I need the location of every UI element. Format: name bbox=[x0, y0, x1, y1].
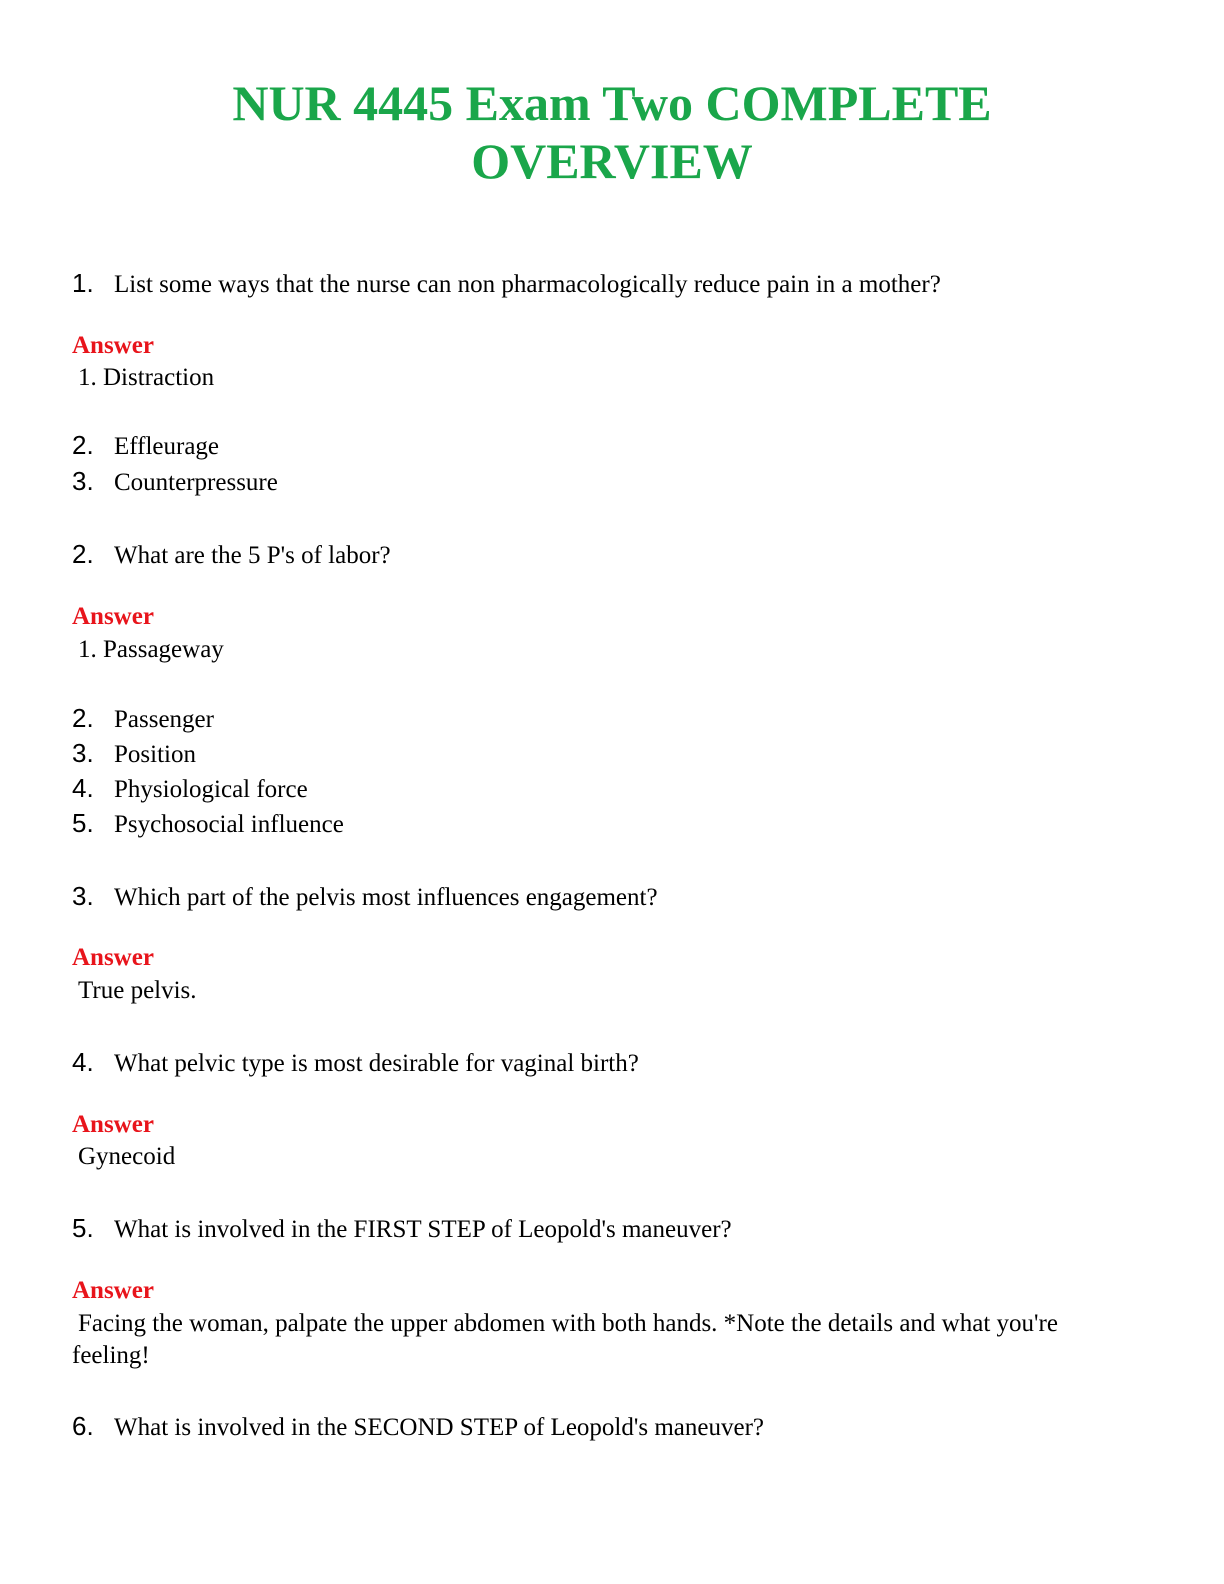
list-number: 4. bbox=[72, 773, 94, 803]
question-4 bbox=[72, 1047, 639, 1079]
answer-text: Gynecoid bbox=[78, 1143, 176, 1170]
list-number: 5. bbox=[72, 808, 94, 838]
list-text: Passenger bbox=[114, 706, 214, 733]
question-number: 1. bbox=[72, 268, 94, 298]
question-5 bbox=[72, 1213, 732, 1245]
question-text: Which part of the pelvis most influences engagement? bbox=[114, 884, 658, 911]
document-title bbox=[0, 74, 1224, 190]
list-number: 3. bbox=[72, 738, 94, 768]
list-item bbox=[72, 703, 214, 735]
answer-text: True pelvis. bbox=[78, 977, 197, 1004]
list-item bbox=[72, 466, 278, 498]
answer-label: Answer bbox=[72, 603, 154, 630]
question-text: What is involved in the SECOND STEP of Leopold's maneuver? bbox=[114, 1414, 764, 1441]
list-number: 2. bbox=[72, 703, 94, 733]
list-item bbox=[72, 738, 196, 770]
question-text: What are the 5 P's of labor? bbox=[114, 542, 391, 569]
list-text: Position bbox=[114, 741, 196, 768]
list-item bbox=[72, 808, 344, 840]
answer-label: Answer bbox=[72, 944, 154, 971]
question-number: 5. bbox=[72, 1213, 94, 1243]
title-line-2: OVERVIEW bbox=[471, 133, 753, 189]
list-number: 2. bbox=[72, 430, 94, 460]
question-number: 4. bbox=[72, 1047, 94, 1077]
list-text: Effleurage bbox=[114, 433, 220, 460]
question-1 bbox=[72, 268, 941, 300]
answer-label: Answer bbox=[72, 1111, 154, 1138]
question-number: 2. bbox=[72, 539, 94, 569]
answer-text: 1. Passageway bbox=[78, 636, 224, 663]
question-3 bbox=[72, 881, 658, 913]
question-text: What pelvic type is most desirable for vaginal birth? bbox=[114, 1050, 639, 1077]
list-text: Psychosocial influence bbox=[114, 811, 344, 838]
answer-text: 1. Distraction bbox=[78, 364, 215, 391]
question-text: List some ways that the nurse can non pharmacologically reduce pain in a mother? bbox=[114, 271, 941, 298]
list-number: 3. bbox=[72, 466, 94, 496]
question-2 bbox=[72, 539, 391, 571]
list-text: Counterpressure bbox=[114, 469, 278, 496]
question-text: What is involved in the FIRST STEP of Leopold's maneuver? bbox=[114, 1216, 732, 1243]
title-line-1: NUR 4445 Exam Two COMPLETE bbox=[232, 75, 992, 131]
answer-text: Facing the woman, palpate the upper abdomen with both hands. *Note the details and what you're feeling! bbox=[72, 1310, 1058, 1369]
answer-label: Answer bbox=[72, 332, 154, 359]
question-number: 6. bbox=[72, 1411, 94, 1441]
question-6 bbox=[72, 1411, 764, 1443]
list-item bbox=[72, 430, 219, 462]
answer-label: Answer bbox=[72, 1277, 154, 1304]
list-text: Physiological force bbox=[114, 776, 308, 803]
question-number: 3. bbox=[72, 881, 94, 911]
list-item bbox=[72, 773, 308, 805]
